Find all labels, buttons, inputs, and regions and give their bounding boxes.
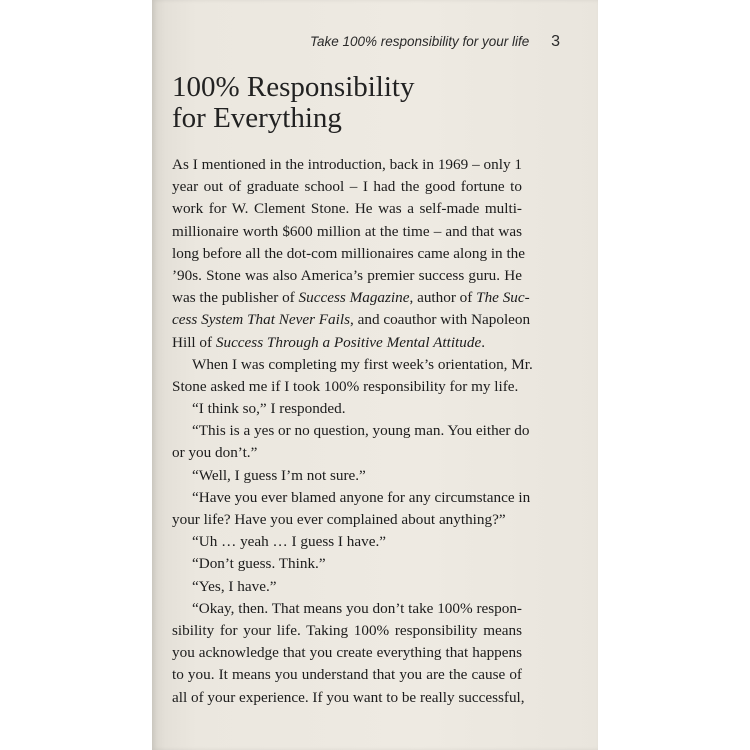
text-run: , author of: [409, 289, 477, 307]
text-line: “Have you ever blamed anyone for any circumstance in: [192, 488, 531, 506]
chapter-title-line-1: 100% Responsibility: [172, 71, 415, 103]
text-line: “Well, I guess I’m not sure.”: [192, 466, 366, 484]
italic-run: Success Magazine: [298, 289, 410, 307]
text-line: year out of graduate school – I had the good fortune to: [172, 178, 522, 196]
chapter-title: [172, 72, 414, 134]
italic-run: The Suc-: [476, 289, 530, 307]
text-line: you acknowledge that you create everything that happens: [172, 644, 522, 662]
text-run: Hill of: [172, 333, 216, 351]
text-line: [172, 309, 531, 331]
text-line: all of your experience. If you want to be really successful,: [172, 688, 525, 706]
italic-run: Success Through a Positive Mental Attitude: [215, 333, 482, 351]
text-line: long before all the dot-com millionaires came along in the: [172, 244, 525, 262]
chapter-title-line-2: for Everything: [172, 102, 342, 134]
text-line: to you. It means you understand that you are the cause of: [172, 666, 522, 684]
text-line: When I was completing my first week’s orientation, Mr.: [192, 355, 533, 373]
page-number: 3: [551, 33, 560, 50]
text-line: “I think so,” I responded.: [192, 400, 346, 418]
text-run: was the publisher of: [172, 289, 299, 307]
italic-run: cess System That Never Fails: [172, 311, 351, 329]
text-line: “This is a yes or no question, young man. You either do: [192, 422, 530, 440]
text-line: “Okay, then. That means you don’t take 100% respon-: [192, 599, 522, 617]
text-line: your life? Have you ever complained about anything?”: [172, 511, 506, 528]
body-text: [172, 154, 533, 709]
text-line: [172, 287, 530, 309]
text-line: work for W. Clement Stone. He was a self-made multi-: [172, 200, 522, 218]
running-head: [310, 33, 560, 51]
text-line: [172, 332, 522, 354]
book-page: [152, 0, 598, 750]
text-run: .: [481, 333, 485, 351]
text-line: “Uh … yeah … I guess I have.”: [192, 533, 386, 551]
text-run: , and coauthor with Napoleon: [350, 311, 531, 329]
text-line: or you don’t.”: [172, 444, 258, 462]
text-line: Stone asked me if I took 100% responsibility for my life.: [172, 377, 519, 395]
text-line: millionaire worth $600 million at the time – and that was: [172, 222, 522, 240]
text-line: ’90s. Stone was also America’s premier success guru. He: [172, 266, 522, 284]
text-line: “Don’t guess. Think.”: [192, 555, 326, 573]
text-line: As I mentioned in the introduction, back in 1969 – only 1: [172, 156, 522, 173]
running-title: Take 100% responsibility for your life: [309, 34, 530, 49]
text-line: sibility for your life. Taking 100% responsibility means: [172, 621, 522, 639]
text-line: “Yes, I have.”: [192, 577, 277, 595]
